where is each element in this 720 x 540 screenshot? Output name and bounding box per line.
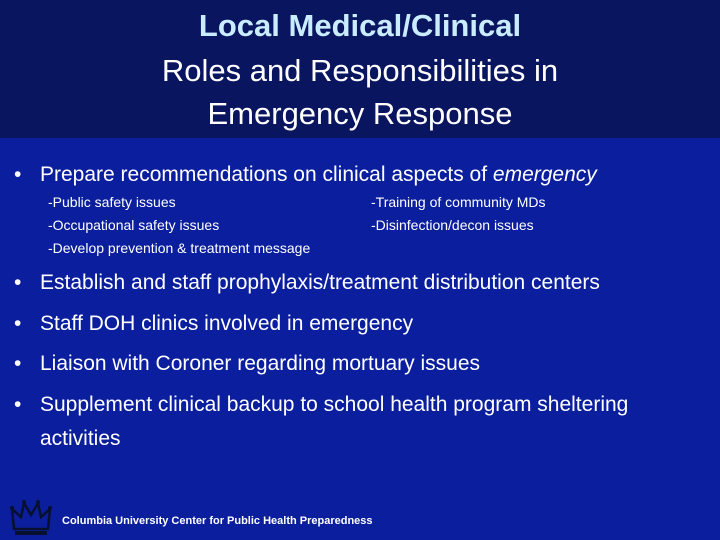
bullet-dot: • bbox=[14, 352, 22, 375]
sub-item: -Disinfection/decon issues bbox=[371, 217, 534, 233]
bullet-text: Liaison with Coroner regarding mortuary issues bbox=[40, 352, 481, 375]
bullet-text: Establish and staff prophylaxis/treatment distribution centers bbox=[40, 271, 600, 294]
bullet-text: activities bbox=[40, 427, 121, 450]
crown-icon bbox=[10, 497, 52, 537]
sub-item: -Occupational safety issues bbox=[48, 217, 220, 233]
bullet-text: Staff DOH clinics involved in emergency bbox=[40, 312, 414, 335]
bullet-dot: • bbox=[14, 312, 22, 335]
bullet-dot: • bbox=[14, 393, 22, 416]
bullet-dot: • bbox=[14, 163, 22, 186]
bullet-dot: • bbox=[14, 271, 22, 294]
footer-credit: Columbia University Center for Public Health Preparedness bbox=[62, 515, 373, 527]
title-line-3: Emergency Response bbox=[207, 96, 513, 131]
sub-item: -Develop prevention & treatment message bbox=[48, 240, 311, 256]
bullet-text: Supplement clinical backup to school health program sheltering bbox=[40, 393, 629, 416]
title-banner bbox=[0, 0, 720, 138]
bullet-text: Prepare recommendations on clinical aspects of emergency bbox=[40, 163, 597, 186]
title-line-1: Local Medical/Clinical bbox=[198, 8, 522, 43]
title-line-2: Roles and Responsibilities in bbox=[161, 53, 559, 88]
sub-item: -Public safety issues bbox=[48, 194, 176, 210]
sub-item: -Training of community MDs bbox=[371, 194, 546, 210]
